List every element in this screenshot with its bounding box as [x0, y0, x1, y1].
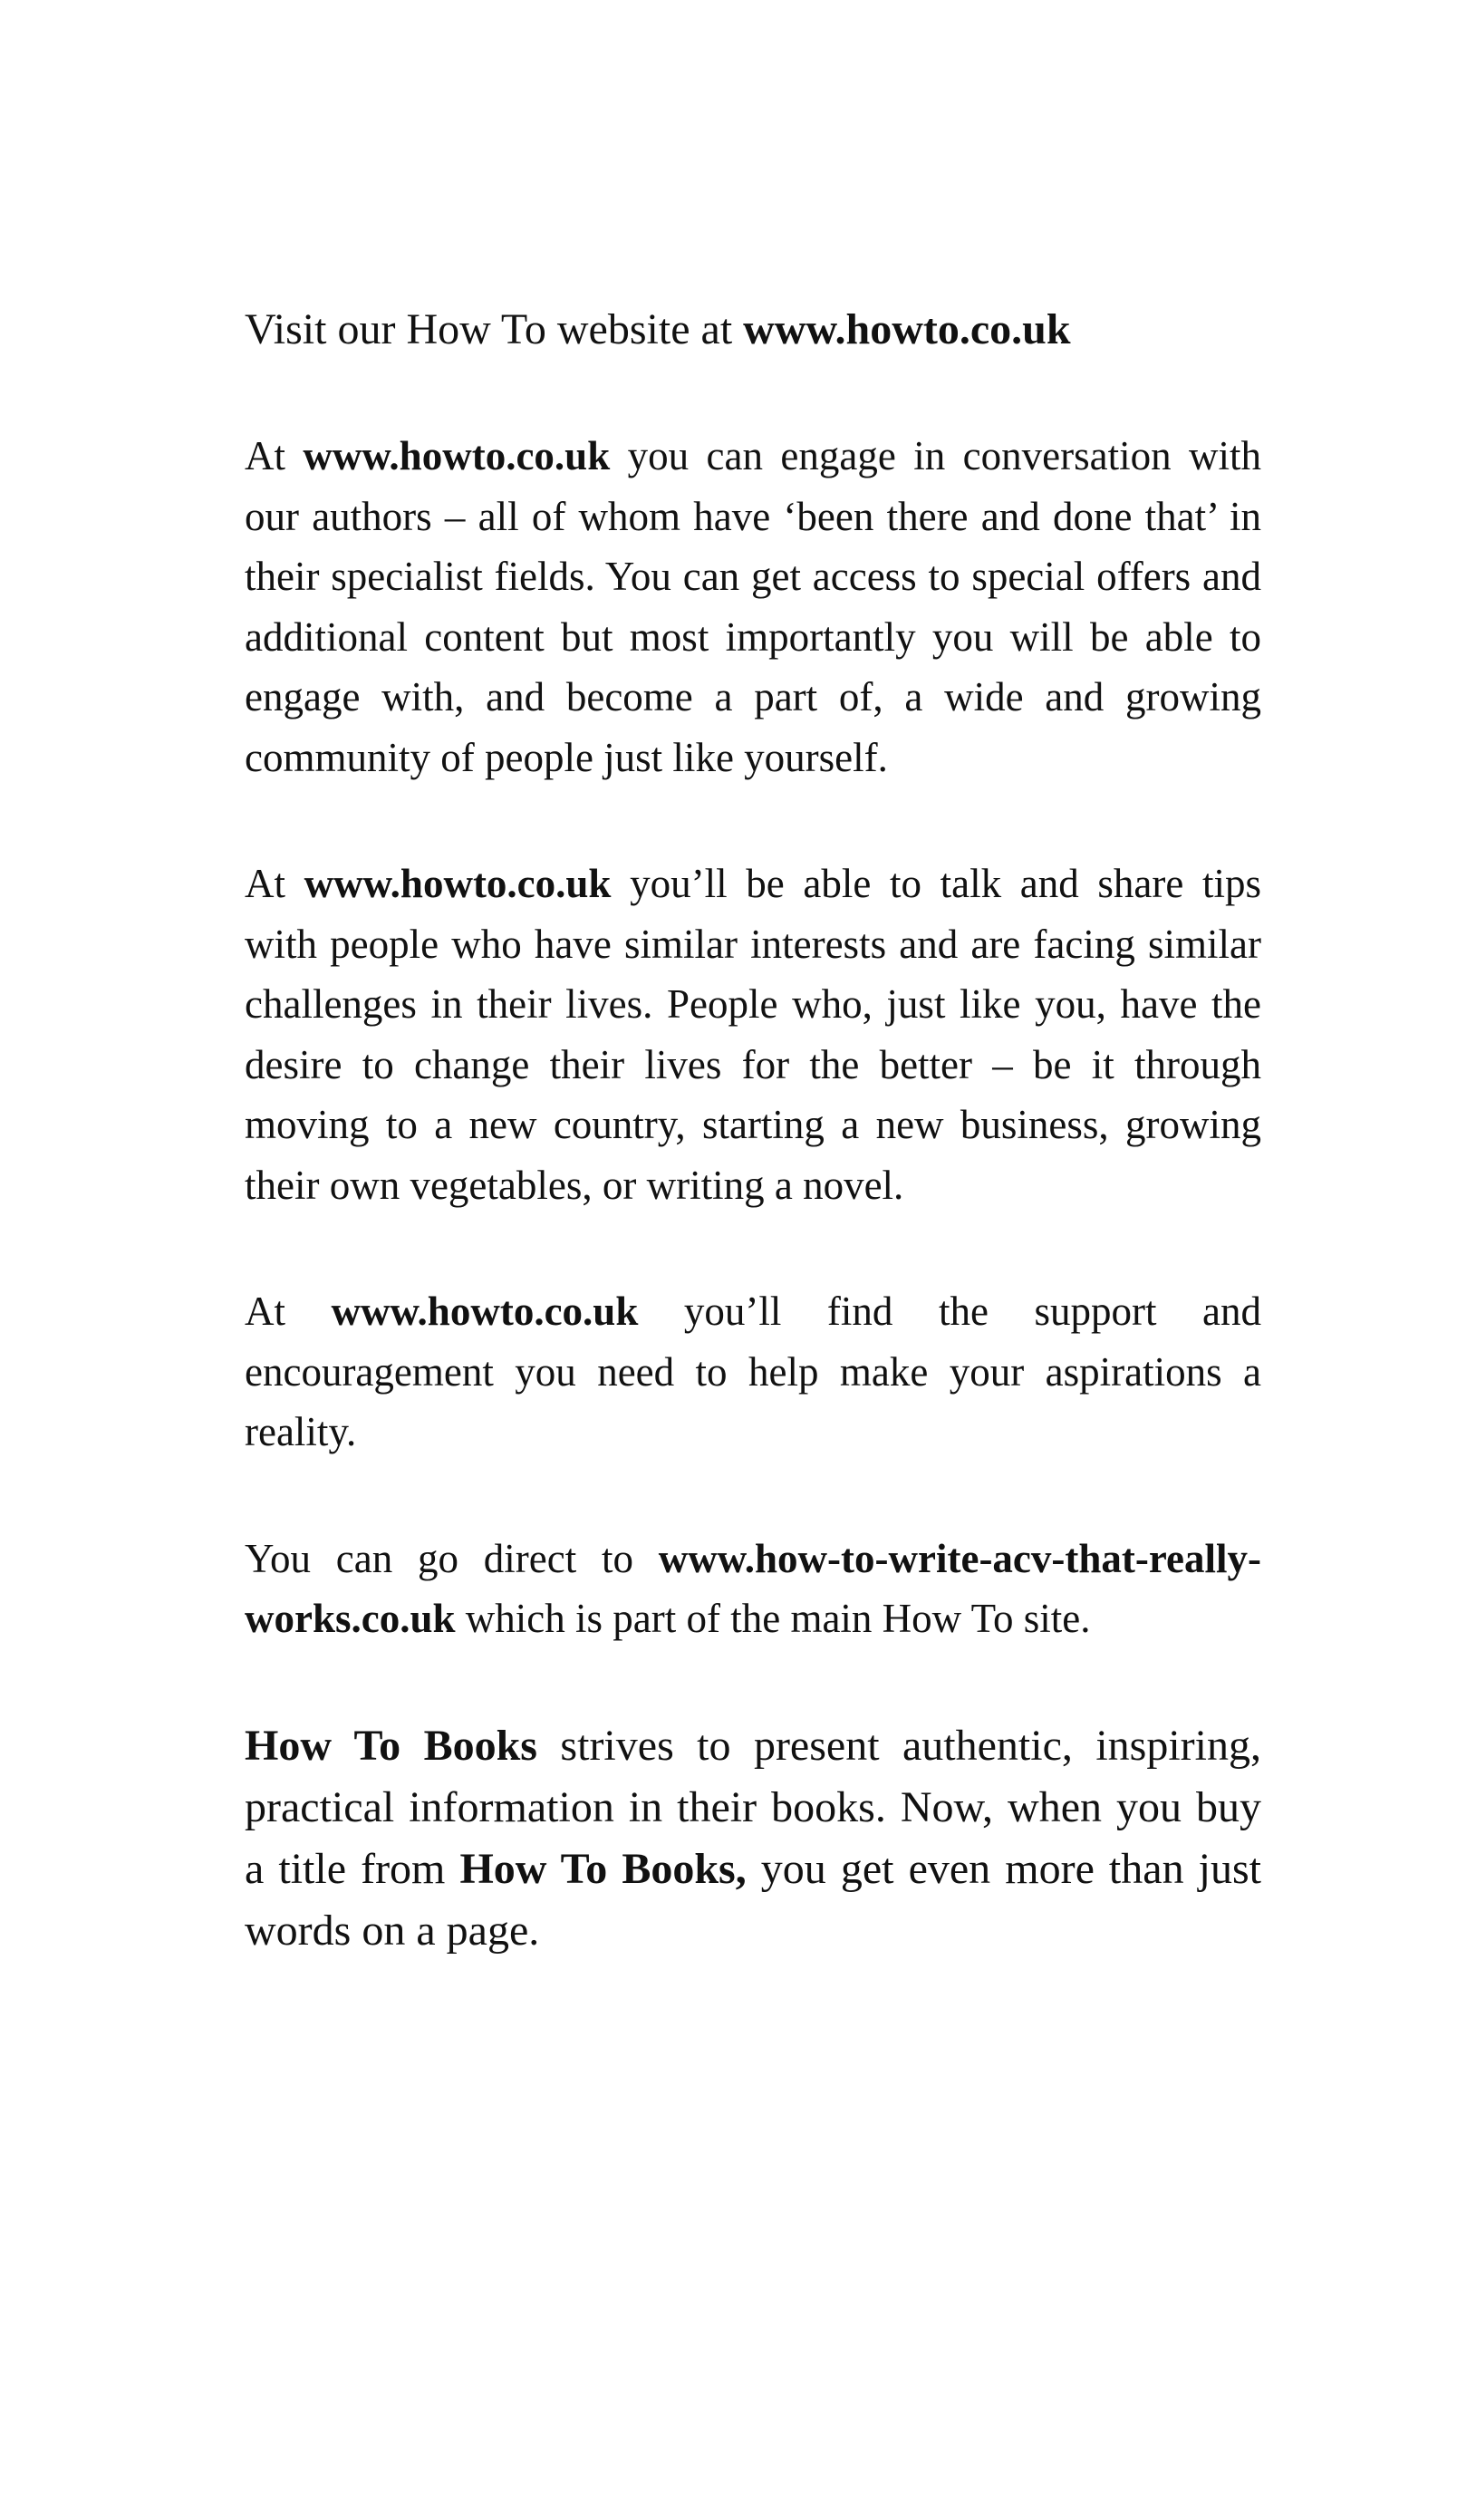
brand-name-1: How To Books	[245, 1721, 537, 1770]
paragraph-how-to-books	[245, 1715, 1261, 1962]
para3-lead: At	[245, 1289, 332, 1334]
para4-url-link[interactable]: www.how-to-write-acv-that-really-works.co.uk	[245, 1535, 1261, 1641]
paragraph-support	[245, 1281, 1261, 1463]
intro-url-link[interactable]: www.howto.co.uk	[743, 305, 1071, 353]
para1-text: you can engage in conversation with our authors – all of whom have ‘been there and done that’ in their specialist fields. You can get access to special offers and additional content but most importantly you will be able to engage with, and become a part of, a wide and growing community of people just like yourself.	[245, 433, 1262, 780]
para2-lead: At	[245, 861, 304, 906]
para3-url-link[interactable]: www.howto.co.uk	[331, 1289, 639, 1334]
page-content	[245, 299, 1261, 2028]
para3-text: you’ll find the support and encouragement you need to help make your aspirations a reality.	[245, 1289, 1261, 1454]
para2-url-link[interactable]: www.howto.co.uk	[304, 861, 612, 906]
para1-url-link[interactable]: www.howto.co.uk	[303, 433, 611, 478]
brand-name-2: How To Books,	[459, 1844, 747, 1893]
website-intro	[245, 299, 1261, 361]
para4-lead: You can go direct to	[245, 1535, 659, 1581]
paragraph-share-tips	[245, 854, 1261, 1215]
para2-text: you’ll be able to talk and share tips with people who have similar interests and are facing similar challenges in their lives. People who, just like you, have the desire to change their lives for the better – be it through moving to a new country, starting a new business, growing their own vegetables, or writing a novel.	[245, 861, 1262, 1208]
para4-text: which is part of the main How To site.	[455, 1596, 1091, 1641]
paragraph-direct-link	[245, 1529, 1261, 1649]
paragraph-conversation	[245, 426, 1261, 787]
para1-lead: At	[245, 433, 304, 478]
intro-prefix: Visit our How To website at	[245, 305, 744, 353]
para5-text-2: you get even more than just words on a page.	[245, 1844, 1261, 1955]
para5-text-1: strives to present authentic, inspiring, practical information in their books. Now, when you buy a title from	[245, 1721, 1262, 1893]
